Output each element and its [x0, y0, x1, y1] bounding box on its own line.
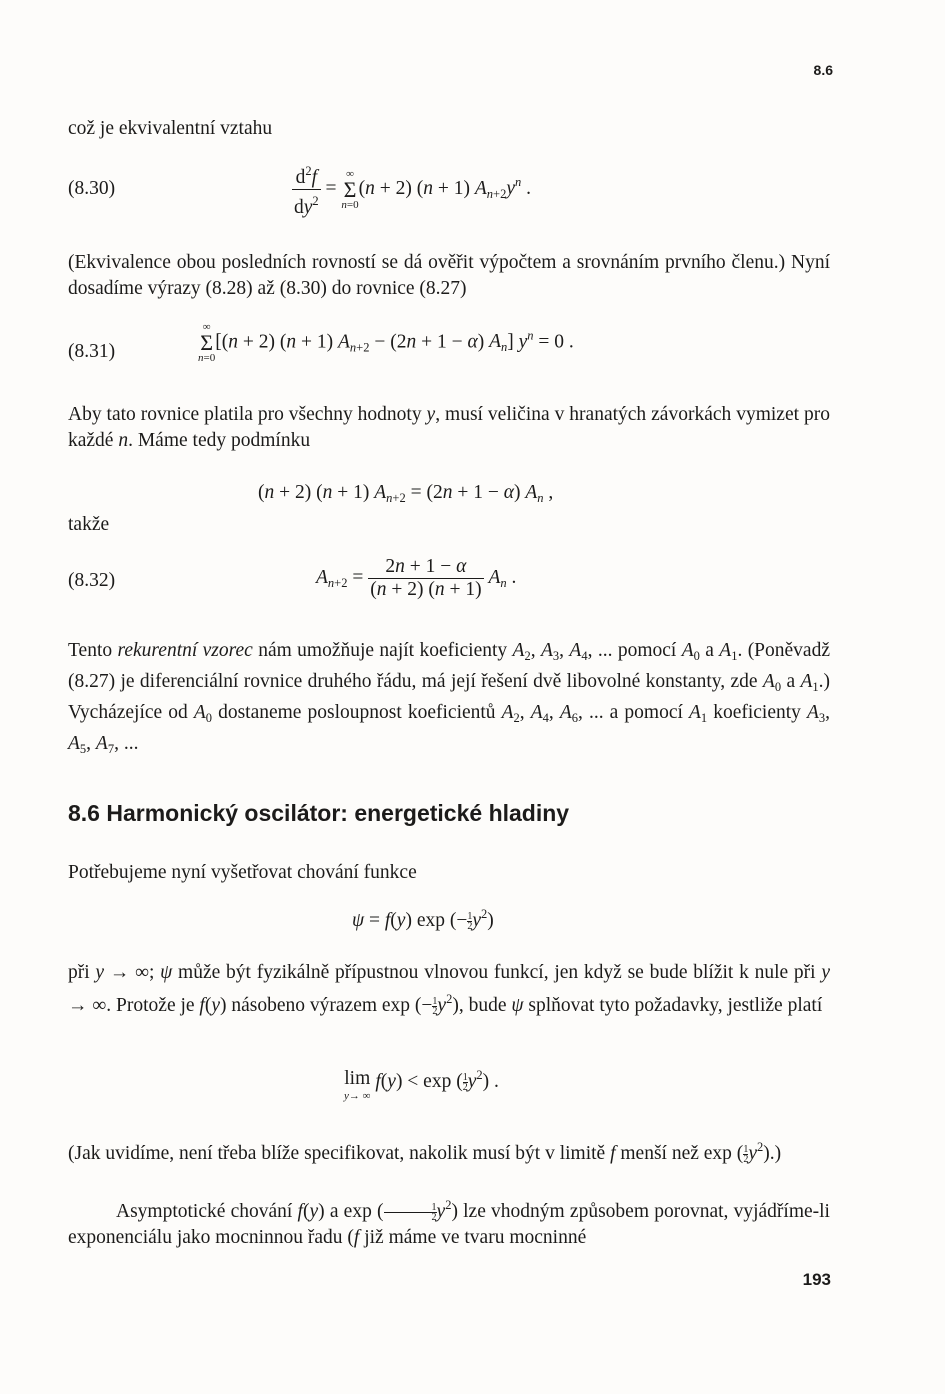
paragraph-note [68, 1134, 830, 1167]
equation-number: (8.30) [68, 178, 116, 199]
text-line: což je ekvivalentní vztahu [68, 118, 273, 139]
text-line: Aby tato rovnice platila pro všechny hodnoty y, musí veličina v hranatých závorkách vymizet pro každé n. Máme tedy podmínku [68, 404, 830, 451]
equation-limit: lim y→ ∞ f(y) < exp ( $\frac{1}{2}$ $y^2$) . [344, 1068, 499, 1102]
text-line: takže [68, 514, 110, 535]
paragraph-intro-psi [68, 860, 830, 886]
paragraph-equivalence [68, 250, 830, 302]
equation-psi: ψ = f(y) exp (− $\frac{1}{2}$ $y^2$) [352, 907, 494, 933]
running-head: 8.6 [813, 62, 833, 78]
text-line: Asymptotické chování f(y) a exp ( $\frac{1}{2}$ $y^2$) lze vhodným způsobem porovnat, vyjádříme-li exponenciálu jako mocninnou řadu (f již máme ve tvaru mocninné [68, 1198, 830, 1248]
paragraph-so [68, 512, 830, 538]
text-line: (Ekvivalence obou posledních rovností se dá ověřit výpočtem a srovnáním prvního členu.) Nyní dosadíme výrazy (8.28) až (8.30) do rovnice (8.27) [68, 252, 830, 299]
section-heading: 8.6 Harmonický oscilátor: energetické hladiny [68, 800, 570, 826]
text-line: při y → ∞; ψ může být fyzikálně přípustnou vlnovou funkcí, jen když se bude blížit k nule při y → ∞. Protože je f(y) násobeno výrazem exp (− $\frac{1}{2}$ $y^2$), bude ψ splňovat tyto požadavky, jestliže platí [68, 962, 830, 1018]
paragraph-recurrence [68, 638, 830, 762]
paragraph-intro [68, 116, 830, 142]
paragraph-condition [68, 402, 830, 454]
text-line: (Jak uvidíme, není třeba blíže specifikovat, nakolik musí být v limitě f menší než exp ( $\frac{1}{2}$ $y^2$).) [68, 1140, 782, 1166]
equation-8-31: ∞ Σ n=0 [(n + 2) (n + 1) $A_{n+2} - (2n + 1 - \alpha)$ $A_n$] $y^n = 0$ . [198, 321, 574, 364]
text-line: Potřebujeme nyní vyšetřovat chování funkce [68, 862, 417, 883]
paragraph-series [68, 1192, 830, 1251]
equation-condition: (n + 2) (n + 1) $A_{n+2} = (2n + 1 - \alpha)$ $A_n$ , [258, 482, 554, 505]
text-line: Tento rekurentní vzorec nám umožňuje najít koeficienty $A_2$, $A_3$, $A_4$, ... pomocí $A_0$ a $A_1$. (Poněvadž (8.27) je diferenciální rovnice druhého řádu, má její řešení dvě libovolné konstanty, zde $A_0$ a $A_1$.) Vycházejíce od $A_0$ dostaneme posloupnost koeficientů $A_2$, $A_4$, $A_6$, ... a pomocí $A_1$ koeficienty $A_3$, $A_5$, $A_7$, ... [68, 640, 831, 756]
equation-8-32: $A_{n+2}$ = $\frac{2n + 1 - \alpha}{(n + 2) (n + 1)}$ $A_n$ . [316, 556, 517, 600]
paragraph-asymptotic [68, 960, 830, 1019]
equation-number: (8.31) [68, 341, 116, 362]
page-number: 193 [802, 1270, 831, 1289]
equation-8-30: $\frac{d^2f}{dy^2}$ = ∞ Σ n=0 (n + 2) (n + 1) $A_{n+2}y^n$ . [292, 160, 531, 219]
equation-number: (8.32) [68, 570, 116, 591]
